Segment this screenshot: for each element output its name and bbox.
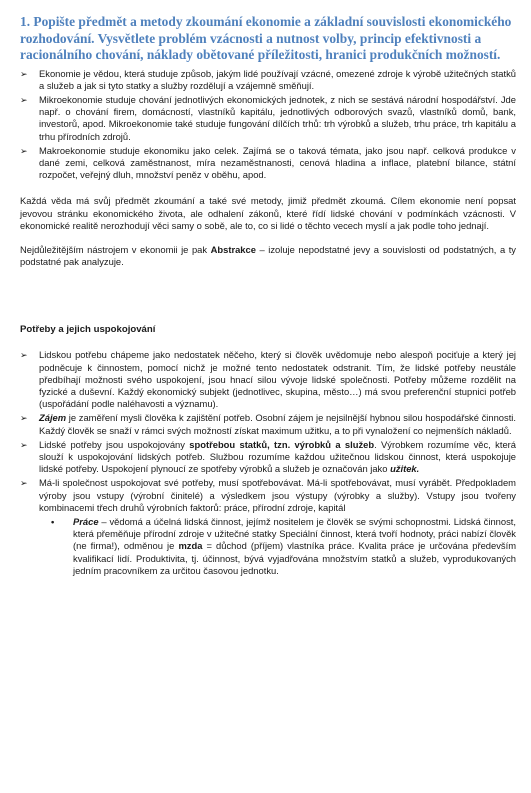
- wage-term: mzda: [178, 540, 203, 552]
- definitions-list: [20, 68, 516, 182]
- list-item-text: – vědomá a účelná lidská činnost, jejímž nositelem je člověk se svými schopnostmi. Lidská činnost, která přeměňuje přírodní zdroje v užitečné statky Speciální činnost, která tvoří hodnoty, práci nabízí člověk (ne firma!), odměnou je: [73, 515, 516, 552]
- list-item: [20, 349, 516, 410]
- list-item: [20, 439, 516, 476]
- list-item: [20, 412, 516, 436]
- dot-bullet-icon: •: [51, 515, 55, 527]
- arrow-bullet-icon: ➢: [20, 439, 28, 450]
- list-item: [20, 477, 516, 577]
- paragraph-subject: Každá věda má svůj předmět zkoumání a také své metody, jimiž předmět zkoumá. Cílem ekonomie není popsat jevovou stránku ekonomického života, ale odhalení zákonů, které řídí lidské chování v podmínkách vzácnosti. V ekonomické realitě nerozhodují věci samy o sobě, ale to, co si lidé o těchto vecech myslí a jak podle toho jednají.: [20, 195, 516, 231]
- list-item-text: = důchod (příjem) vlastníka práce. Kvalita práce je určována především kvalifikací lidí. Produktivita, tj. účinnost, bývá vyjadřována množstvím statků a služeb, vyprodukovaných jedním pracovníkem za určitou časovou jednotku.: [73, 540, 517, 576]
- list-item: [20, 145, 516, 182]
- arrow-bullet-icon: ➢: [20, 68, 28, 79]
- list-item-text: Makroekonomie studuje ekonomiku jako celek. Zajímá se o taková témata, jako jsou např. celková produkce v dané zemi, celková zaměstnanost, míra nezaměstnanosti, cenová hladina a inflace, platební bilance, státní rozpočet, veřejný dluh, množství peněz v oběhu, apod.: [39, 144, 516, 181]
- arrow-bullet-icon: ➢: [20, 350, 28, 361]
- list-item: [20, 94, 516, 143]
- list-item-text: Má-li společnost uspokojovat své potřeby, musí spotřebovávat. Má-li spotřebovávat, musí vyrábět. Předpokladem výroby jsou vstupy (výrobní činitelé) a výsledkem jsou výstupy (výrobky a služby). Vstupy jsou tvořeny kombinacemi třech druhů výrobních faktorů: práce, přírodní zdroje, kapitál: [39, 477, 516, 513]
- arrow-bullet-icon: ➢: [20, 145, 28, 156]
- arrow-bullet-icon: ➢: [20, 478, 28, 489]
- arrow-bullet-icon: ➢: [20, 94, 28, 105]
- document-page: [20, 14, 516, 579]
- list-item-text: Ekonomie je vědou, která studuje způsob, jakým lidé používají vzácné, omezené zdroje k výrobě užitečných statků a služeb a jak si tyto statky a služby rozdělují a vzájemně směňují.: [39, 67, 516, 91]
- goods-term: spotřebou statků, tzn. výrobků a služeb: [189, 438, 375, 450]
- paragraph-text: Nejdůležitějším nástrojem v ekonomii je pak: [20, 243, 211, 255]
- list-item-text: Lidské potřeby jsou uspokojovány: [39, 438, 190, 450]
- paragraph-abstraction: [20, 244, 516, 268]
- needs-list: [20, 349, 516, 577]
- labor-term: Práce: [73, 515, 99, 527]
- paragraph-text: – izoluje nepodstatné jevy a souvislosti od podstatných, a ty podstatné pak analyzuje.: [20, 243, 516, 268]
- list-item-text: . Výrobkem rozumíme věc, která slouží k uspokojování lidských potřeb. Službou rozumíme každou užitečnou lidskou činnost, která uspokojuje lidské potřeby. Uspokojení plynoucí ze spotřeby výrobků a služeb je označován jako: [39, 438, 516, 475]
- sub-list-item: [39, 516, 516, 577]
- page-title: 1. Popište předmět a metody zkoumání ekonomie a základní souvislosti ekonomického rozhodování. Vysvětlete problém vzácnosti a nutnost volby, princip efektivnosti a racionálního chování, náklady obětované příležitosti, hranici produkčních možností.: [20, 14, 512, 62]
- section-heading: Potřeby a jejich uspokojování: [20, 324, 156, 336]
- sub-list: [39, 516, 516, 577]
- list-item-text: Lidskou potřebu chápeme jako nedostatek něčeho, který si člověk uvědomuje nebo alespoň pociťuje a který jej podněcuje k činnostem, pomocí nichž je možné tento nedostatek odstranit. Tím, že lidské potřeby neustále předbíhají možnosti svého uspokojení, jsou hnací silou vývoje lidské společnosti. Potřeby můžeme rozdělit na fyzické a duševní. Každý ekonomický subjekt (jednotlivec, skupina, město…) má svou preferenční stupnici potřeb (uspořádání podle naléhavosti a významu).: [39, 349, 516, 410]
- abstraction-term: Abstrakce: [210, 243, 256, 255]
- list-item-text: je zaměření mysli člověka k zajištění potřeb. Osobní zájem je nejsilnější hybnou silou hospodářské činnosti. Každý člověk se snaží v rámci svých možností získat maximum užitku, a to při vynaložení co nejmenších nákladů.: [39, 412, 516, 436]
- list-item: [20, 68, 516, 92]
- list-item-text: Mikroekonomie studuje chování jednotlivých ekonomických jednotek, z nich se sestává národní hospodářství. Jde např. o chování firem, domácností, vlastníků kapitálu, jednotlivých odborových svazů, vlastníků domů, bank, investorů, apod. Mikroekonomie také studuje fungování dílčích trhů: trh výrobků a služeb, trhu práce, trh kapitálu a trhu přírodních zdrojů.: [39, 93, 516, 142]
- interest-term: Zájem: [39, 412, 67, 424]
- arrow-bullet-icon: ➢: [20, 413, 28, 424]
- utility-term: užitek.: [390, 463, 420, 475]
